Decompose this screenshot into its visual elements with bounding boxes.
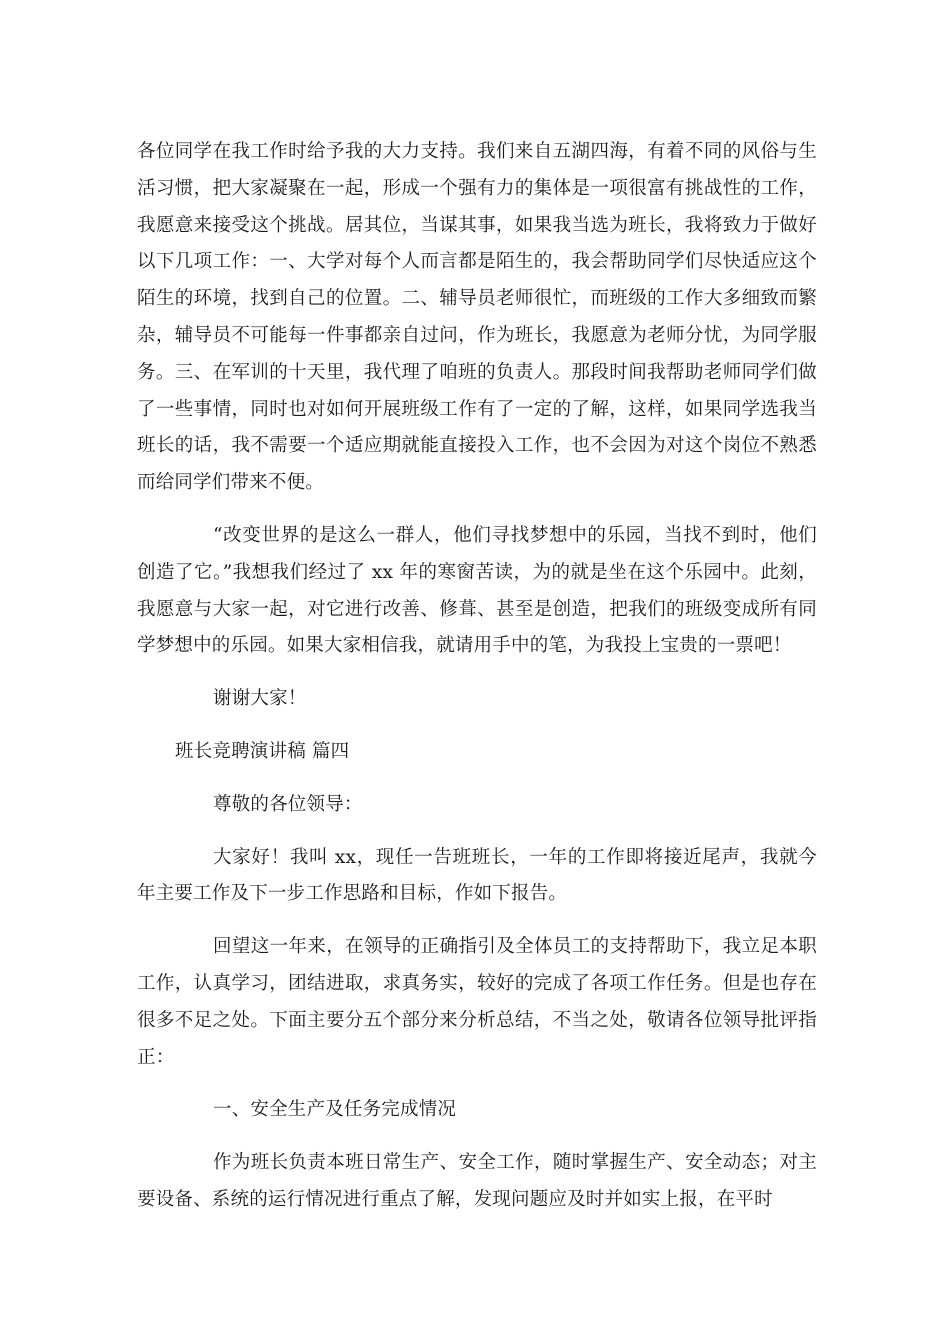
paragraph-quote: “改变世界的是这么一群人，他们寻找梦想中的乐园，当找不到时，他们创造了它。”我想我们经过了 xx 年的寒窗苦读，为的就是坐在这个乐园中。此刻，我愿意与大家一起，对它进行改善、修葺、甚至是创造，把我们的班级变成所有同学梦想中的乐园。如果大家相信我，就请用手中的笔，为我投上宝贵的一票吧！ bbox=[137, 524, 817, 657]
paragraph-greeting: 大家好！我叫 xx，现任一告班班长，一年的工作即将接近尾声，我就今年主要工作及下一步工作思路和目标，作如下报告。 bbox=[137, 846, 817, 905]
paragraph-support: 各位同学在我工作时给予我的大力支持。我们来自五湖四海，有着不同的风俗与生活习惯，把大家凝聚在一起，形成一个强有力的集体是一项很富有挑战性的工作，我愿意来接受这个挑战。居其位，当谋其事，如果我当选为班长，我将致力于做好以下几项工作：一、大学对每个人而言都是陌生的，我会帮助同学们尽快适应这个陌生的环境，找到自己的位置。二、辅导员老师很忙，而班级的工作大多细致而繁杂，辅导员不可能每一件事都亲自过问，作为班长，我愿意为老师分忧，为同学服务。三、在军训的十天里，我代理了咱班的负责人。那段时间我帮助老师同学们做了一些事情，同时也对如何开展班级工作有了一定的了解，这样，如果同学选我当班长的话，我不需要一个适应期就能直接投入工作，也不会因为对这个岗位不熟悉而给同学们带来不便。 bbox=[137, 141, 817, 494]
paragraph-salutation: 尊敬的各位领导： bbox=[213, 793, 363, 815]
subsection-heading: 一、安全生产及任务完成情况 bbox=[213, 1099, 457, 1121]
paragraph-thanks: 谢谢大家！ bbox=[213, 688, 307, 710]
paragraph-duties: 作为班长负责本班日常生产、安全工作，随时掌握生产、安全动态；对主要设备、系统的运行情况进行重点了解，发现问题应及时并如实上报，在平时 bbox=[137, 1152, 817, 1210]
paragraph-review: 回望这一年来，在领导的正确指引及全体员工的支持帮助下，我立足本职工作，认真学习，团结进取，求真务实，较好的完成了各项工作任务。但是也存在很多不足之处。下面主要分五个部分来分析总结，不当之处，敬请各位领导批评指正： bbox=[137, 936, 817, 1068]
section-title: 班长竞聘演讲稿 篇四 bbox=[175, 740, 350, 762]
document-page bbox=[137, 134, 817, 1219]
